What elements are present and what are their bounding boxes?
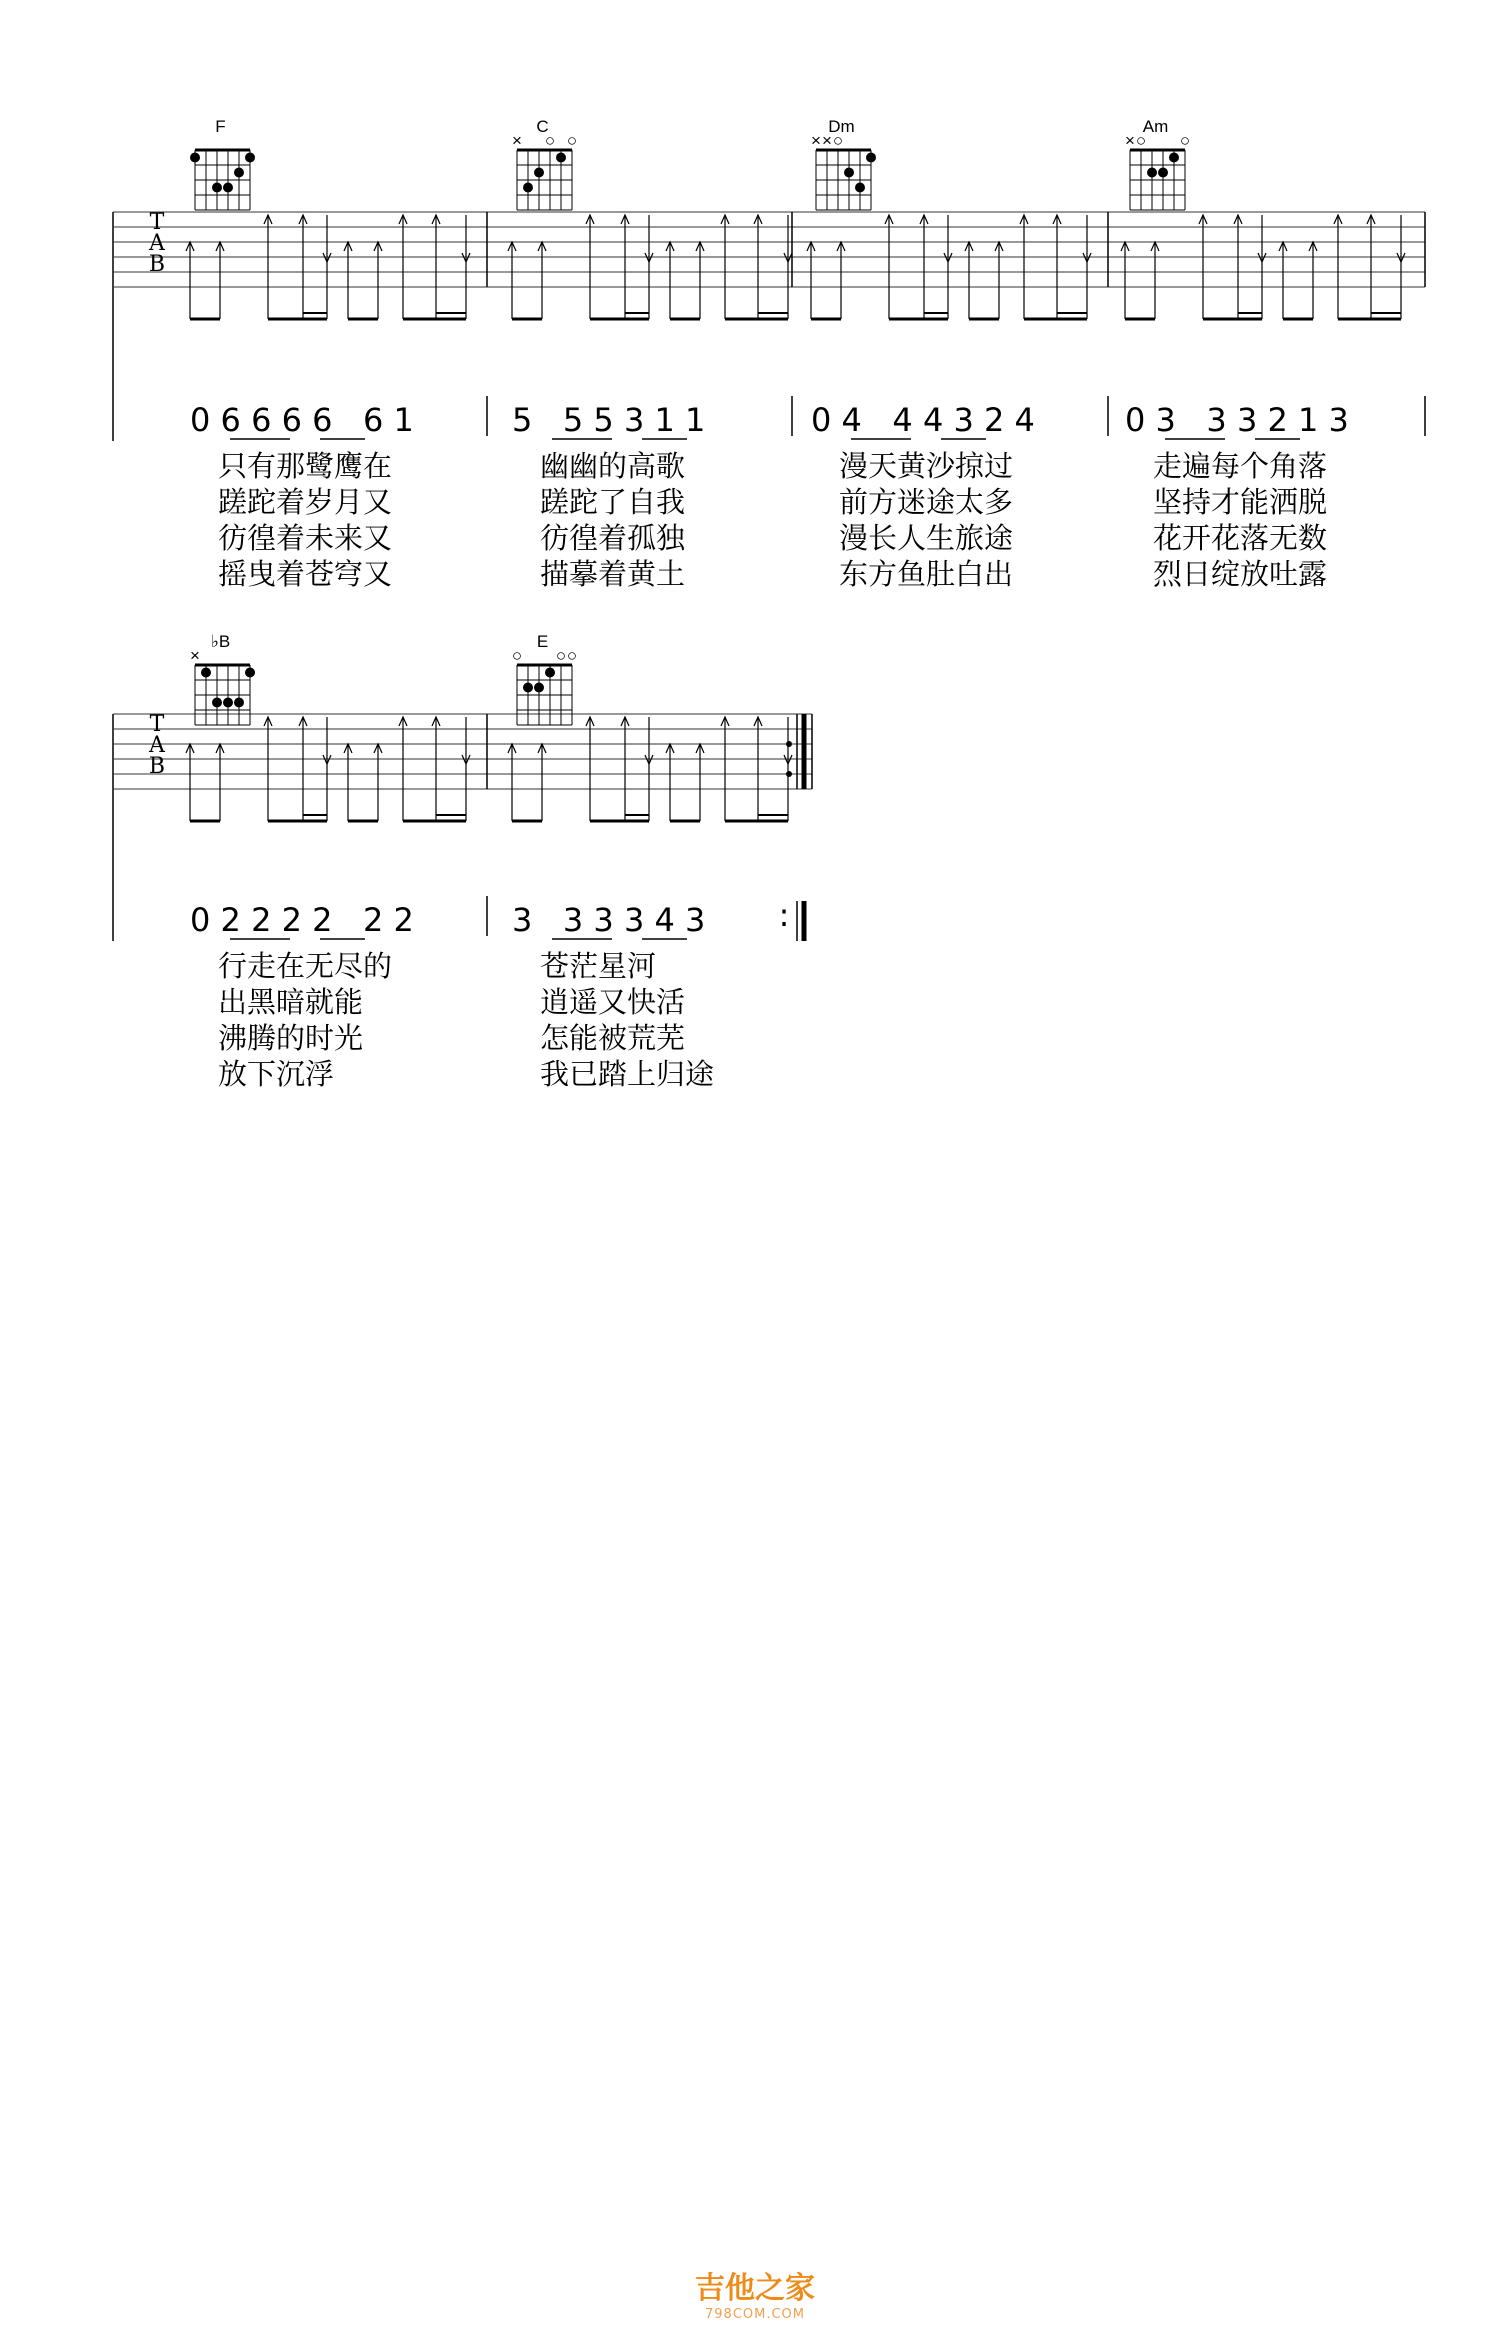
lyric-line-4: 放下沉浮 bbox=[218, 1057, 335, 1091]
tab-letter-a: A bbox=[149, 733, 165, 758]
open-string-mark: ○ bbox=[832, 131, 844, 150]
finger-dot bbox=[1169, 153, 1179, 163]
finger-dot bbox=[223, 183, 233, 193]
open-string-mark: ○ bbox=[555, 646, 567, 665]
strum-pattern bbox=[1121, 215, 1405, 319]
open-string-mark: ○ bbox=[1135, 131, 1147, 150]
lyric-line-2: 坚持才能洒脱 bbox=[1153, 485, 1328, 519]
lyric-line-2: 前方迷途太多 bbox=[839, 485, 1014, 519]
tab-letter-a: A bbox=[149, 231, 165, 256]
watermark-title: 吉他之家 bbox=[695, 2271, 815, 2306]
chord-diagram-f bbox=[190, 117, 255, 210]
chord-diagram-e bbox=[512, 632, 577, 725]
chord-name: E bbox=[536, 632, 549, 651]
lyric-line-2: 出黑暗就能 bbox=[218, 985, 364, 1019]
repeat-dot bbox=[786, 741, 792, 747]
finger-dot bbox=[1147, 168, 1157, 178]
strum-pattern bbox=[186, 717, 470, 821]
finger-dot bbox=[234, 698, 244, 708]
finger-dot bbox=[190, 153, 200, 163]
numbered-notation: 5 5 5 3 1 1 bbox=[512, 401, 706, 439]
watermark-url: 798COM.COM bbox=[705, 2307, 805, 2322]
finger-dot bbox=[866, 153, 876, 163]
open-string-mark: ○ bbox=[566, 131, 578, 150]
lyric-line-3: 漫长人生旅途 bbox=[839, 521, 1014, 555]
numbered-notation: 0 4 4 4 3 2 4 bbox=[811, 401, 1035, 439]
numbered-notation: 0 6 6 6 6 6 1 bbox=[190, 401, 414, 439]
strum-pattern bbox=[508, 717, 792, 821]
system-2 bbox=[113, 632, 812, 1091]
lyric-line-4: 我已踏上归途 bbox=[540, 1057, 715, 1091]
repeat-colon: : bbox=[778, 896, 790, 934]
finger-dot bbox=[523, 683, 533, 693]
chord-name: C bbox=[536, 117, 549, 136]
open-string-mark: ○ bbox=[544, 131, 556, 150]
lyric-line-1: 行走在无尽的 bbox=[218, 949, 393, 983]
numbered-notation: 3 3 3 3 4 3 bbox=[512, 901, 706, 939]
lyric-line-1: 幽幽的高歌 bbox=[540, 449, 686, 483]
lyric-line-2: 逍遥又快活 bbox=[540, 985, 686, 1019]
lyric-line-2: 蹉跎着岁月又 bbox=[218, 485, 393, 519]
lyric-line-1: 走遍每个角落 bbox=[1153, 449, 1328, 483]
chord-diagram-c bbox=[512, 117, 577, 210]
chord-diagram-bb bbox=[190, 632, 255, 725]
lyric-line-3: 花开花落无数 bbox=[1153, 521, 1328, 555]
open-string-mark: ○ bbox=[511, 646, 523, 665]
muted-string-mark: × bbox=[190, 646, 200, 665]
muted-string-mark: × bbox=[1125, 131, 1135, 150]
tab-letter-b: B bbox=[148, 754, 166, 779]
chord-name: ♭B bbox=[210, 632, 231, 651]
lyric-line-1: 苍茫星河 bbox=[540, 949, 657, 983]
finger-dot bbox=[223, 698, 233, 708]
finger-dot bbox=[844, 168, 854, 178]
finger-dot bbox=[534, 683, 544, 693]
lyric-line-4: 东方鱼肚白出 bbox=[839, 557, 1014, 591]
lyric-line-4: 描摹着黄土 bbox=[540, 557, 686, 591]
lyric-line-1: 只有那鹭鹰在 bbox=[218, 449, 393, 483]
finger-dot bbox=[523, 183, 533, 193]
tab-letter-t: T bbox=[149, 210, 165, 235]
chord-name: Am bbox=[1142, 117, 1169, 136]
lyric-line-2: 蹉跎了自我 bbox=[540, 485, 686, 519]
system-1 bbox=[113, 117, 1425, 591]
finger-dot bbox=[245, 153, 255, 163]
finger-dot bbox=[245, 668, 255, 678]
lyric-line-4: 摇曳着苍穹又 bbox=[218, 557, 393, 591]
lyric-line-1: 漫天黄沙掠过 bbox=[839, 449, 1014, 483]
open-string-mark: ○ bbox=[1179, 131, 1191, 150]
muted-string-mark: × bbox=[822, 131, 832, 150]
chord-diagram-dm bbox=[811, 117, 876, 210]
open-string-mark: ○ bbox=[566, 646, 578, 665]
lyric-line-3: 怎能被荒芜 bbox=[540, 1021, 686, 1055]
lyric-line-3: 沸腾的时光 bbox=[218, 1021, 364, 1055]
finger-dot bbox=[855, 183, 865, 193]
lyric-line-3: 彷徨着未来又 bbox=[218, 521, 393, 555]
numbered-notation: 0 3 3 3 2 1 3 bbox=[1125, 401, 1349, 439]
finger-dot bbox=[234, 168, 244, 178]
strum-pattern bbox=[186, 215, 470, 319]
finger-dot bbox=[212, 183, 222, 193]
finger-dot bbox=[545, 668, 555, 678]
finger-dot bbox=[212, 698, 222, 708]
muted-string-mark: × bbox=[512, 131, 522, 150]
finger-dot bbox=[534, 168, 544, 178]
strum-pattern bbox=[807, 215, 1091, 319]
finger-dot bbox=[201, 668, 211, 678]
finger-dot bbox=[556, 153, 566, 163]
repeat-dot bbox=[786, 771, 792, 777]
strum-pattern bbox=[508, 215, 792, 319]
chord-name: Dm bbox=[828, 117, 855, 136]
lyric-line-3: 彷徨着孤独 bbox=[540, 521, 686, 555]
chord-diagram-am bbox=[1125, 117, 1190, 210]
muted-string-mark: × bbox=[811, 131, 821, 150]
tab-letter-t: T bbox=[149, 712, 165, 737]
tab-letter-b: B bbox=[148, 252, 166, 277]
numbered-notation: 0 2 2 2 2 2 2 bbox=[190, 901, 414, 939]
chord-name: F bbox=[215, 117, 226, 136]
lyric-line-4: 烈日绽放吐露 bbox=[1153, 557, 1328, 591]
finger-dot bbox=[1158, 168, 1168, 178]
watermark bbox=[695, 2271, 815, 2322]
